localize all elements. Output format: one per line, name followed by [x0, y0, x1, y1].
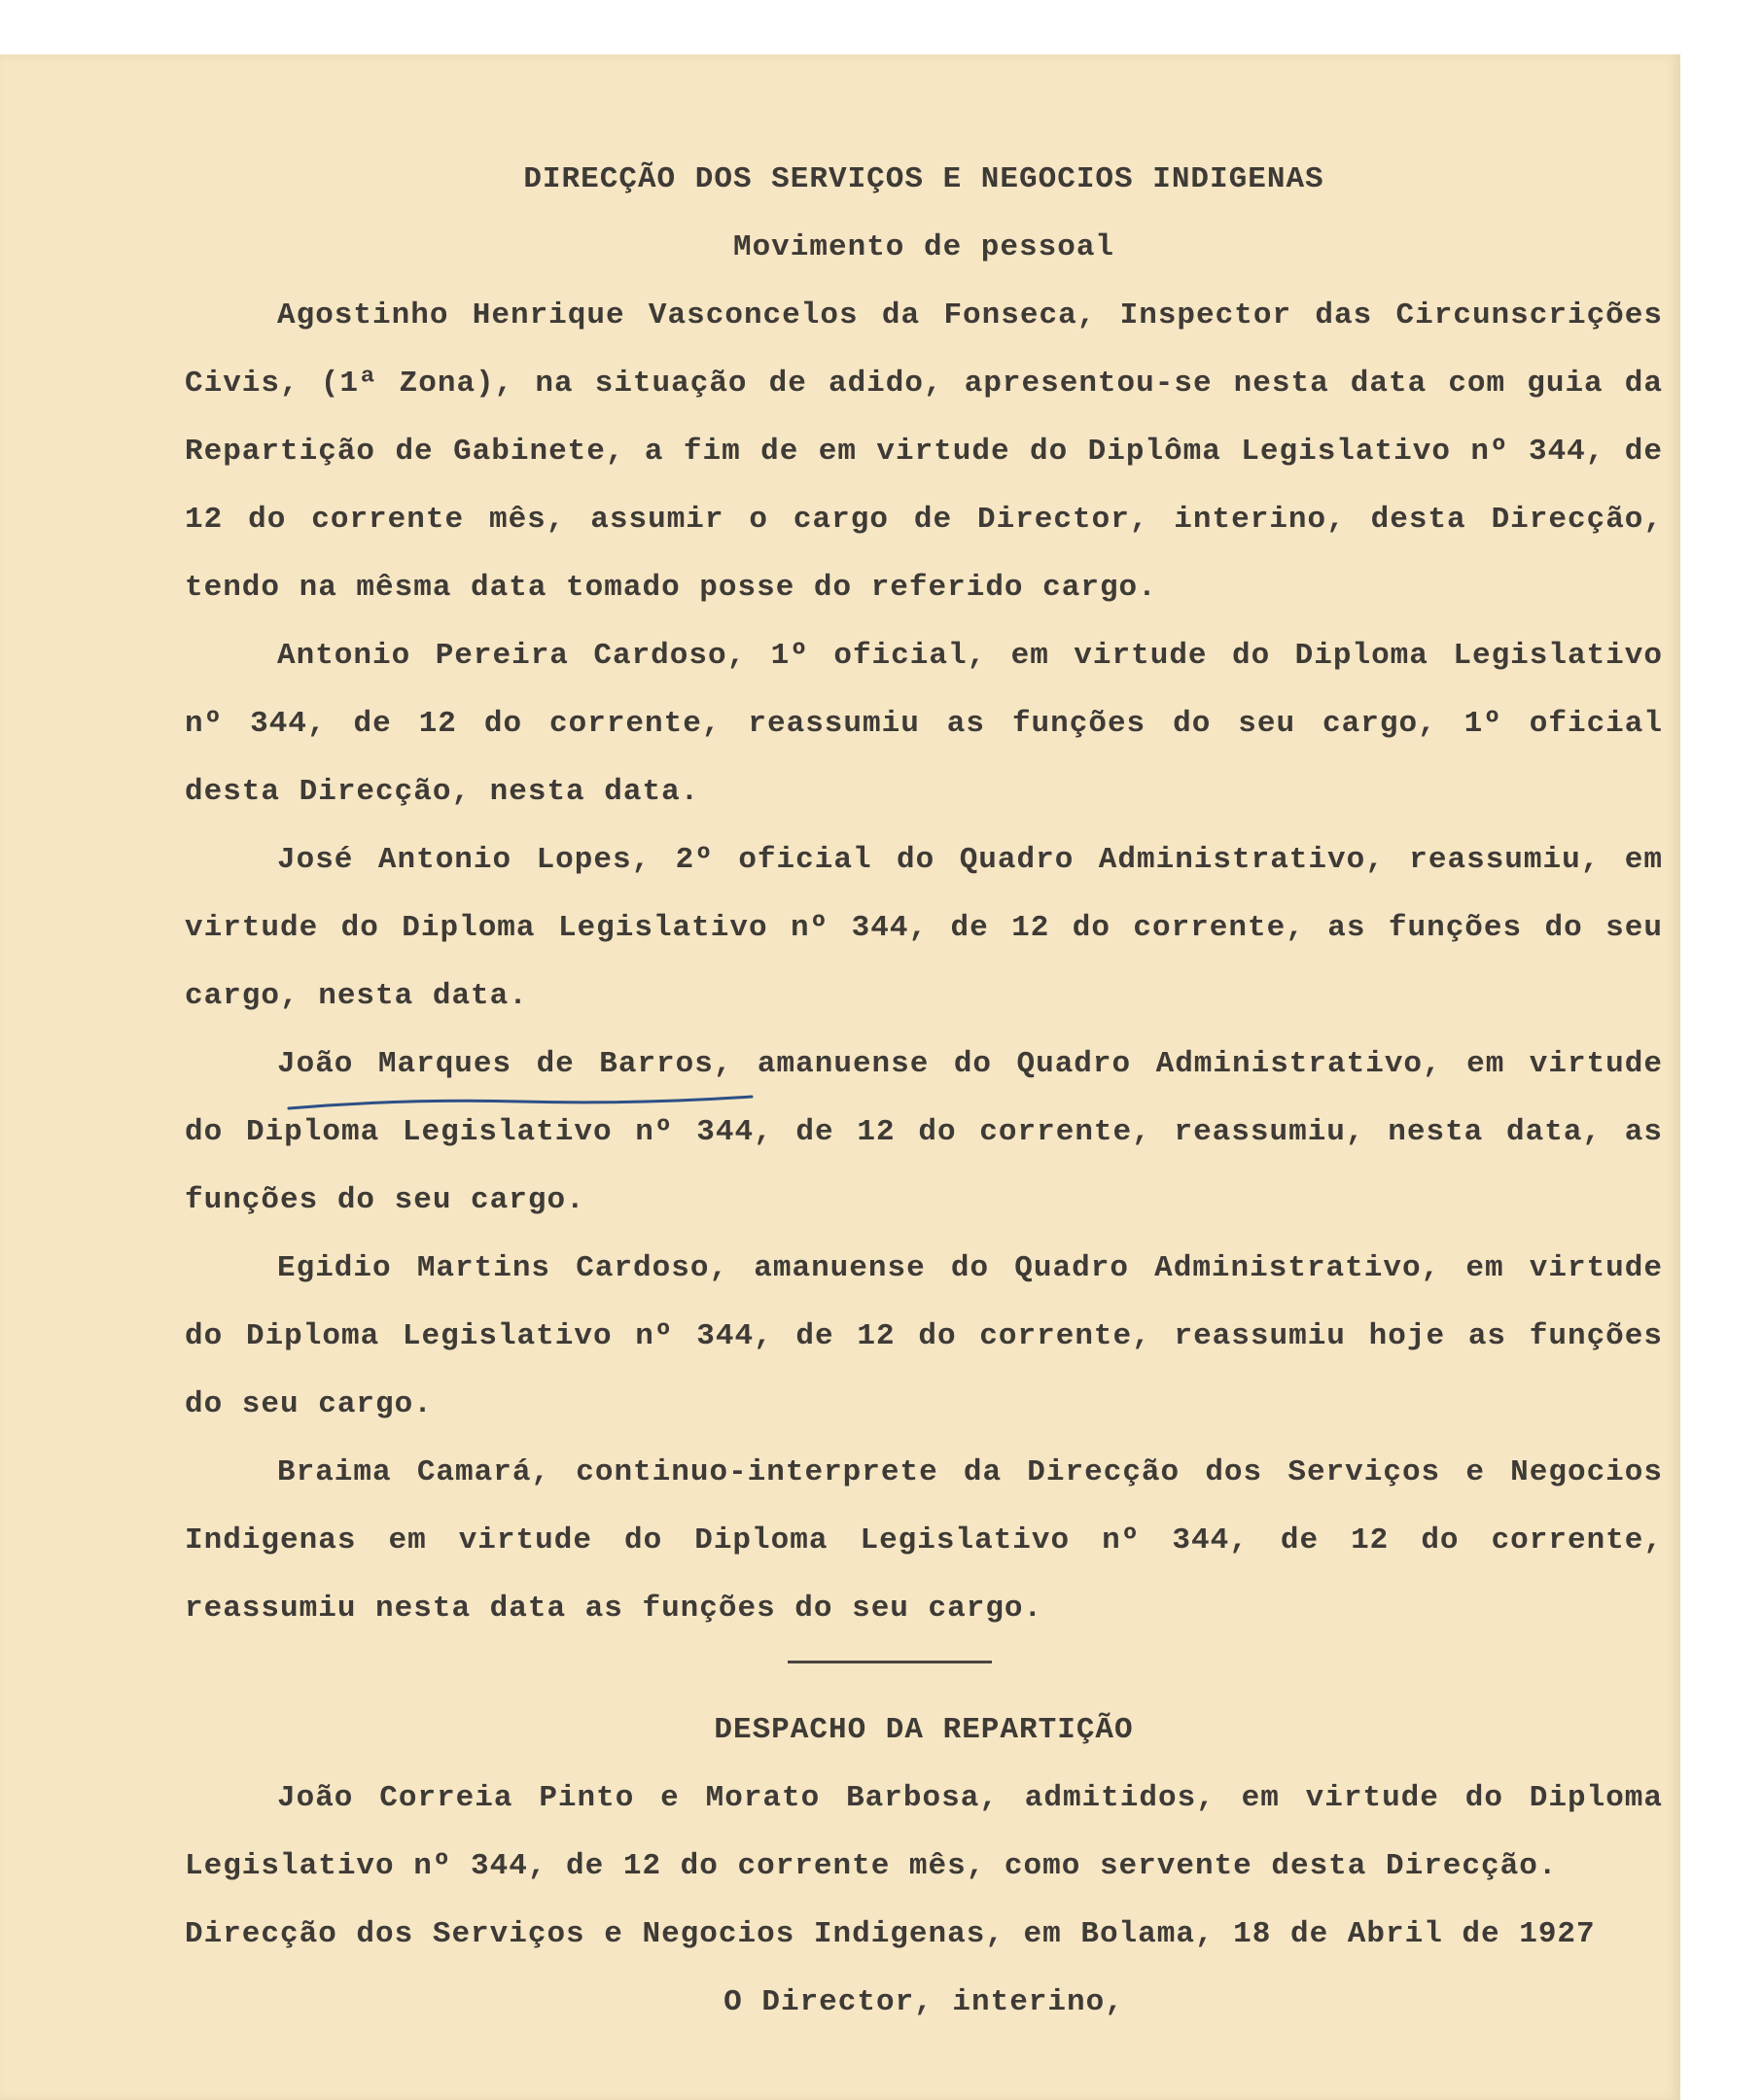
ink-underline-mark	[287, 1093, 754, 1114]
section-heading: DESPACHO DA REPARTIÇÃO	[714, 1713, 1134, 1747]
signature-line: O Director, interino,	[723, 1985, 1124, 2019]
paragraph-egidio: Egidio Martins Cardoso, amanuense do Quadro Administrativo, em virtude do Diploma Legislativo nº 344, de 12 do corrente, reassumiu hoje as funções do seu cargo.	[185, 1251, 1663, 1421]
scan-margin	[1680, 54, 1763, 2100]
document-title: DIRECÇÃO DOS SERVIÇOS E NEGOCIOS INDIGENAS	[523, 162, 1324, 196]
paragraph-agostinho: Agostinho Henrique Vasconcelos da Fonseca, Inspector das Circunscrições Civis, (1ª Zona), na situação de adido, apresentou-se nesta data com guia da Repartição de Gabinete, a fim de em virtude do Diplôma Legislativo nº 344, de 12 do corrente mês, assumir o cargo de Director, interino, desta Direcção, tendo na mêsma data tomado posse do referido cargo.	[185, 298, 1663, 605]
place-date-line: Direcção dos Serviços e Negocios Indigenas, em Bolama, 18 de Abril de 1927	[185, 1917, 1596, 1951]
separator-rule	[788, 1661, 992, 1663]
document-subtitle: Movimento de pessoal	[732, 230, 1115, 264]
dispatch-paragraph: João Correia Pinto e Morato Barbosa, admitidos, em virtude do Diploma Legislativo nº 344, de 12 do corrente mês, como servente desta Direcção.	[185, 1781, 1663, 1883]
paragraph-braima: Braima Camará, continuo-interprete da Direcção dos Serviços e Negocios Indigenas em virtude do Diploma Legislativo nº 344, de 12 do corrente, reassumiu nesta data as funções do seu cargo.	[185, 1455, 1663, 1626]
paragraph-antonio: Antonio Pereira Cardoso, 1º oficial, em virtude do Diploma Legislativo nº 344, de 12 do corrente, reassumiu as funções do seu cargo, 1º oficial desta Direcção, nesta data.	[185, 639, 1663, 809]
paragraph-jose: José Antonio Lopes, 2º oficial do Quadro Administrativo, reassumiu, em virtude do Diploma Legislativo nº 344, de 12 do corrente, as funções do seu cargo, nesta data.	[185, 843, 1663, 1013]
paragraph-joao-marques: João Marques de Barros, amanuense do Quadro Administrativo, em virtude do Diploma Legislativo nº 344, de 12 do corrente, reassumiu, nesta data, as funções do seu cargo.	[185, 1047, 1663, 1217]
